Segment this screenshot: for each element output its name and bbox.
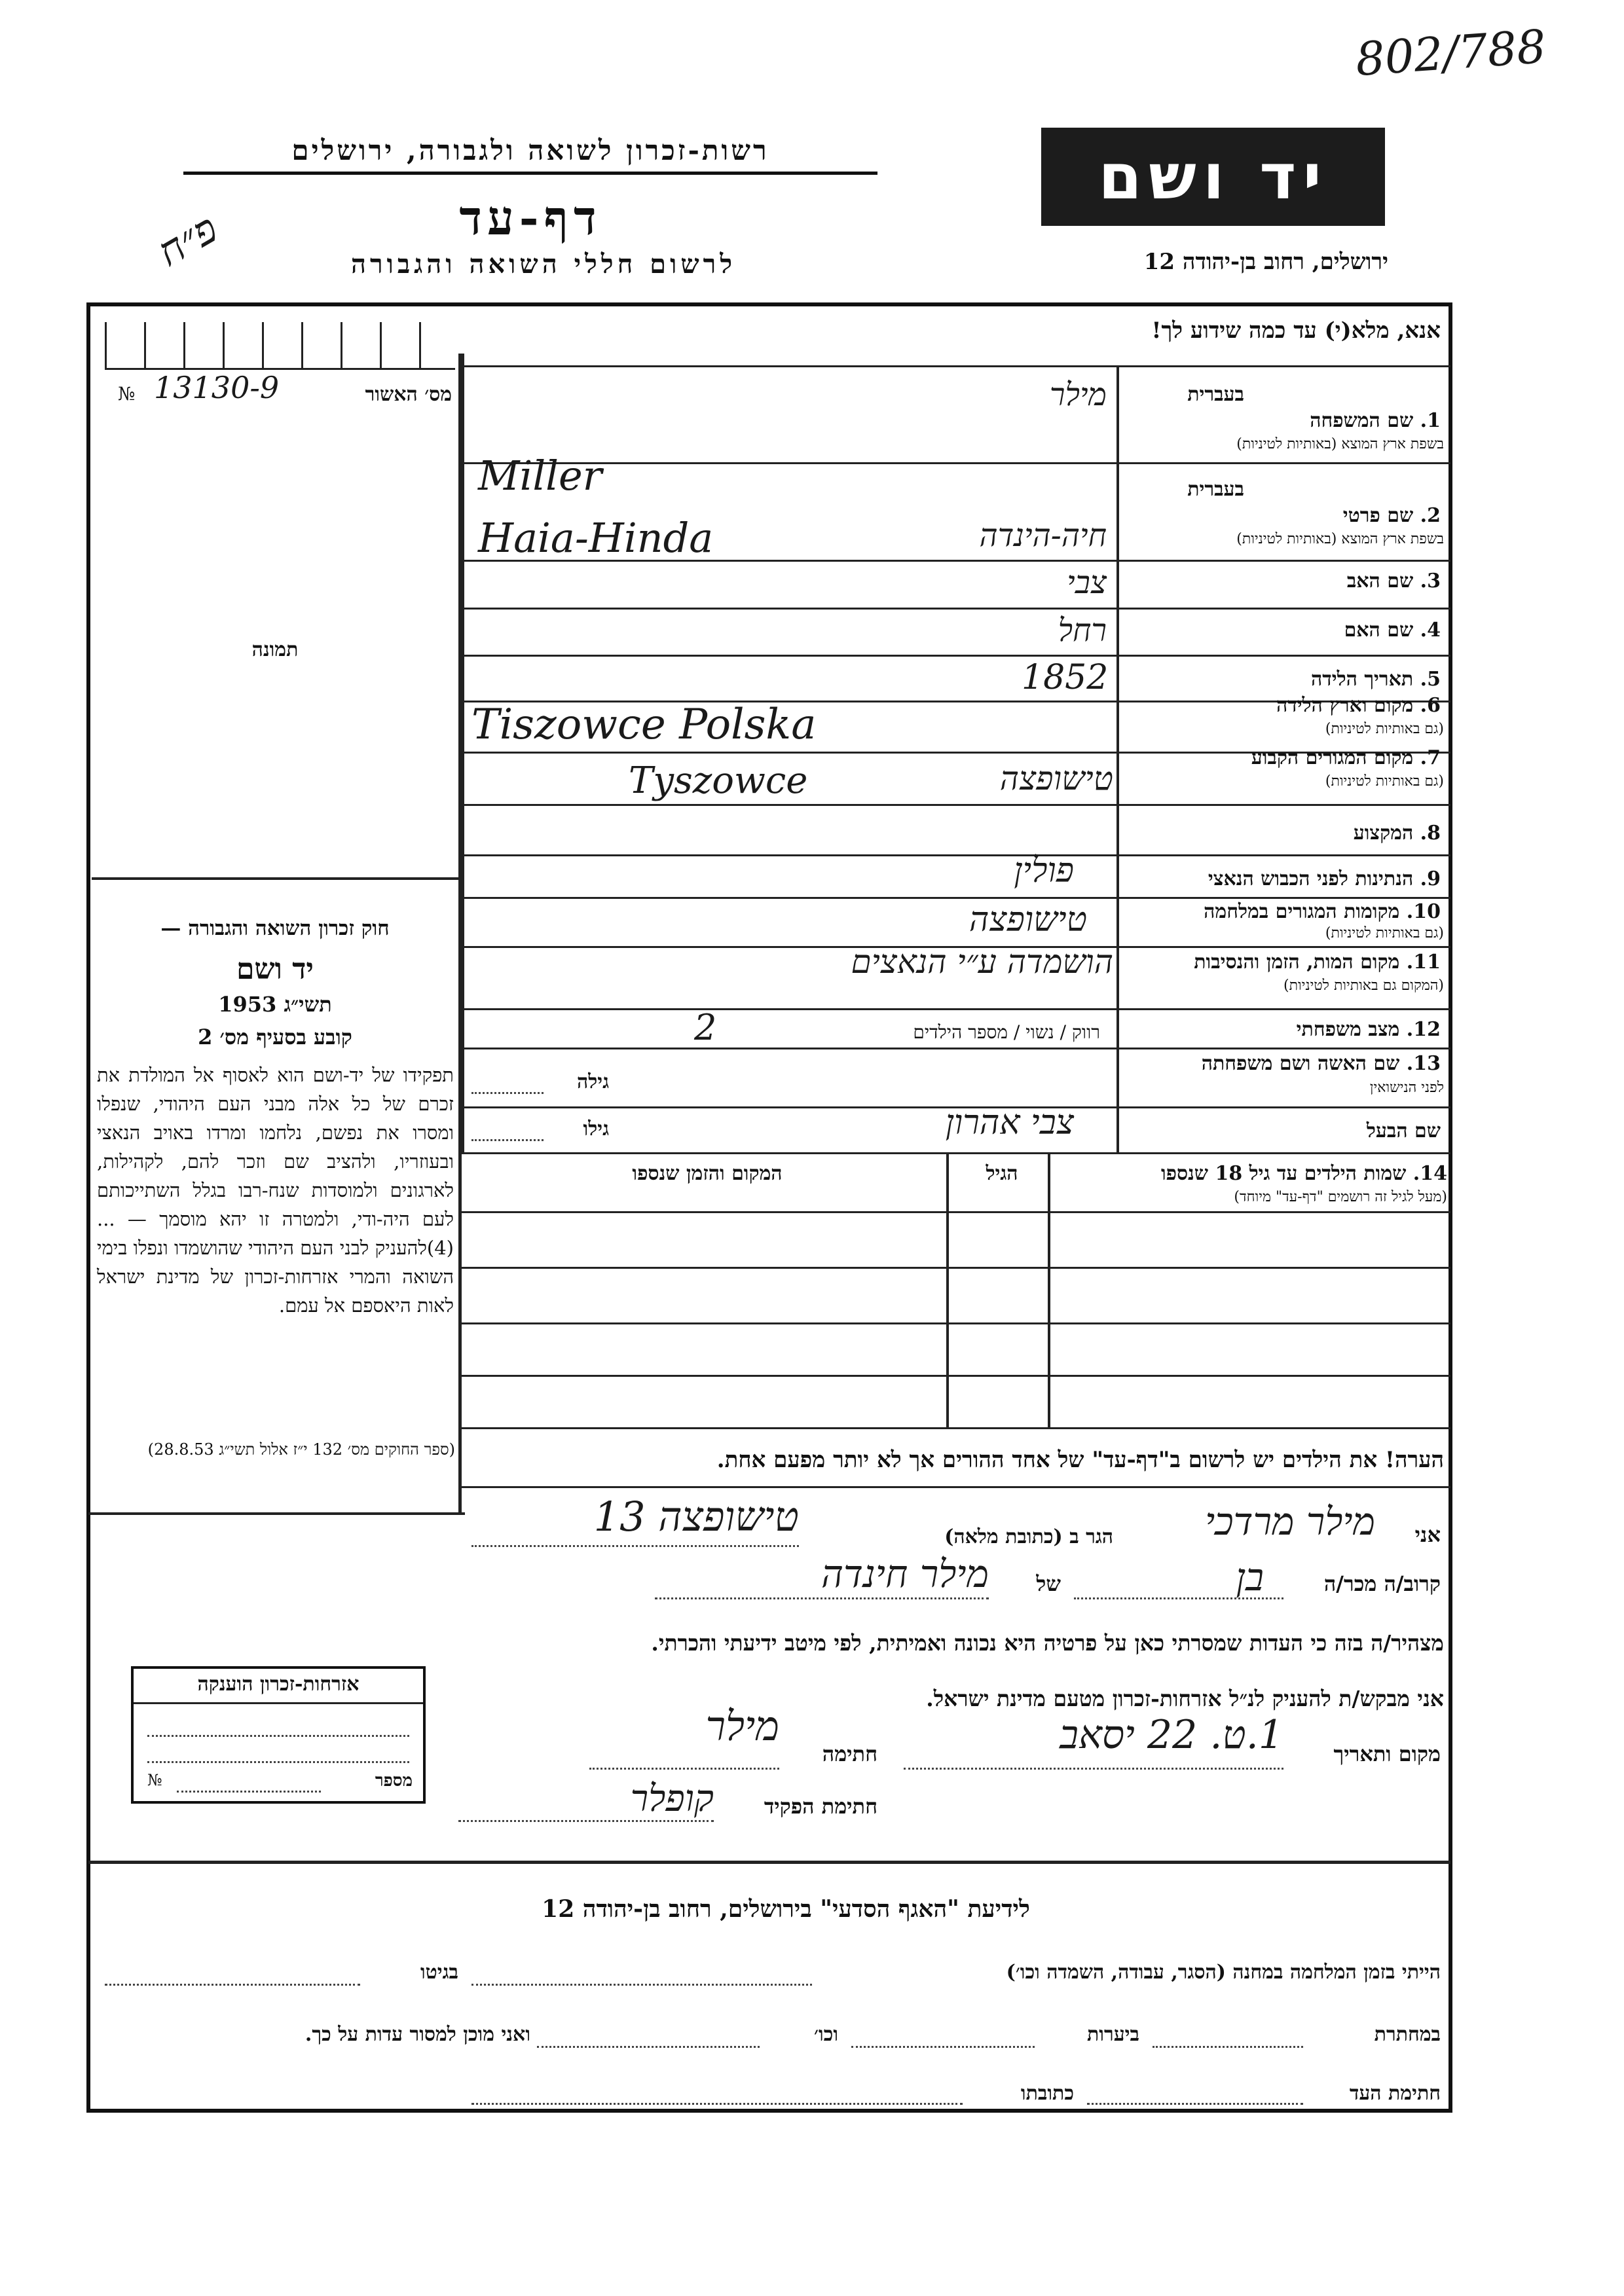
field-2-sub: בשפת ארץ המוצא (באותיות לטיניות): [1236, 531, 1444, 547]
field-11-value[interactable]: הושמדה ע״י הנאצים: [851, 943, 1113, 981]
field-10-sub: (גם באותיות לטיניות): [1325, 925, 1444, 941]
field-1-label: 1. שם המשפחה: [1310, 409, 1441, 432]
field-13-sub: לפני הנישואין: [1369, 1080, 1444, 1096]
authority-name: רשות-זכרון לשואה ולגבורה, ירושלים: [291, 134, 769, 166]
declarant-of: של: [1036, 1571, 1061, 1596]
field-12-options: רווק / נשוי / מספר הילדים: [913, 1021, 1100, 1043]
husband-value[interactable]: צבי אהרון: [945, 1103, 1074, 1142]
serial-number: 802/788: [1354, 19, 1548, 87]
info-camp: הייתי בזמן המלחמה במחנה (הסגר, עבודה, השמדה וכו׳): [1006, 1961, 1441, 1984]
field-1-value[interactable]: מילר: [1049, 376, 1107, 413]
info-etc: וכו׳: [814, 2023, 838, 2046]
field-3-label: 3. שם האב: [1346, 570, 1441, 592]
field-7-sub: (גם באותיות לטיניות): [1325, 773, 1444, 790]
place-date-label: מקום ותאריך: [1333, 1741, 1441, 1766]
field-1-lang: בעברית: [1187, 383, 1244, 406]
field-2-label: 2. שם פרטי: [1342, 504, 1441, 527]
field-9-value[interactable]: פולין: [1014, 851, 1074, 890]
info-ready: ואני מוכן למסור עדות על כך.: [304, 2023, 530, 2046]
field-4-label: 4. שם האם: [1344, 619, 1441, 642]
yad-vashem-logo: יד ושם: [1041, 128, 1385, 226]
field-2-value-latin[interactable]: Haia-Hinda: [478, 514, 714, 562]
field-2-value[interactable]: חיה-הינדה: [979, 517, 1107, 554]
declarant-relation[interactable]: בן: [1236, 1555, 1264, 1599]
field-7-value[interactable]: טישופצה: [999, 759, 1113, 797]
field-1-sub: בשפת ארץ המוצא (באותיות לטיניות): [1236, 436, 1444, 452]
info-ghetto: בגיטו: [420, 1961, 458, 1984]
children-note: הערה! את הילדים יש לרשום ב"דף-עד" של אחד ההורים אך לא יותר מפעם אחת.: [716, 1447, 1444, 1473]
field-12-label: 12. מצב משפחתי: [1296, 1018, 1441, 1041]
request-text: אני מבקש/ת להעניק לנ״ל אזרחות-זכרון מטעם מדינת ישראל.: [926, 1686, 1444, 1711]
field-2-lang: בעברית: [1187, 478, 1244, 501]
law-year: תשי״ג 1953: [218, 992, 332, 1017]
children-sub: (מעל לגיל זה רושמים "דף-עד" מיוחד): [1234, 1189, 1447, 1205]
approval-label: מס׳ האשור: [365, 383, 452, 406]
place-date-value[interactable]: 1.ט. 22 יסאב: [1060, 1712, 1283, 1758]
info-address: כתובתו: [1020, 2082, 1074, 2105]
field-5-label: 5. תאריך הלידה: [1311, 668, 1441, 691]
field-1-value-latin[interactable]: Miller: [478, 452, 602, 500]
form-subtitle: לרשום חללי השואה והגבורה: [350, 249, 737, 280]
field-4-value[interactable]: רחל: [1058, 612, 1107, 649]
info-title: לידיעת "האגף הסדעי" בירושלים, רחוב בן-יהודה 12: [542, 1895, 1030, 1923]
officer-signature[interactable]: קופלר: [630, 1777, 714, 1820]
form-title: דף-עד: [459, 190, 602, 246]
field-10-label: 10. מקומות המגורים במלחמה: [1204, 900, 1441, 923]
law-ref: (ספר החוקים מס׳ 132 י״ז אלול תשי״ג 28.8.53): [147, 1440, 455, 1459]
intro-text: אנא, מלא(י) עד כמה שידוע לך!: [1151, 318, 1441, 344]
husband-age-label: גילו: [583, 1118, 609, 1140]
law-text: תפקידו של יד-ושם הוא לאסוף אל המולדת את זכרם של כל אלה מבני העם היהודי, שנפלו ומסרו את נפשם, נלחמו ומרדו באויב הנאצי ובעוזריו, ולהציב שם וזכר להם, לקהילות, לארגונים ולמוסדות שנח-רבו בגלל השתייכותם לעם היה-ודי, ולמטרה זו יהא מוסמך — ...(4)להעניק לבני העם היהודי שהושמדו ונפלו בימי השואה והמרי אזרחות-זכרון של מדינת ישראל לאות היאספם אל עמם.: [97, 1064, 454, 1317]
field-13-label: 13. שם האשה ושם משפחתה: [1201, 1052, 1441, 1075]
officer-label: חתימת הפקיד: [764, 1794, 877, 1819]
law-clause: קובע בסעיף מס׳ 2: [198, 1025, 352, 1049]
approval-value: 13130-9: [154, 370, 280, 405]
declaration-text: מצהיר/ה בזה כי העדות שמסרתי כאן על פרטיה היא נכונה ואמיתית, לפי מיטב ידיעתי והכרתי.: [651, 1630, 1444, 1656]
field-7-label: 7. מקום המגורים הקבוע: [1251, 746, 1441, 769]
children-age-header: הגיל: [986, 1162, 1018, 1185]
signature[interactable]: מילר: [705, 1702, 779, 1750]
declarant-name[interactable]: מילר מרדכי: [1204, 1499, 1375, 1544]
field-6-label: 6. מקום וארץ הלידה: [1276, 694, 1441, 717]
field-11-label: 11. מקום המות, הזמן והנסיבות: [1194, 951, 1441, 974]
field-6-sub: (גם באותיות לטיניות): [1325, 721, 1444, 737]
field-3-value[interactable]: צבי: [1067, 564, 1107, 601]
field-10-value[interactable]: טישופצה: [969, 900, 1087, 939]
field-8-label: 8. המקצוע: [1353, 822, 1441, 845]
approval-symbol: №: [118, 383, 136, 405]
husband-label: שם הבעל: [1366, 1120, 1441, 1142]
declarant-of-name[interactable]: מילר חינדה: [821, 1552, 989, 1596]
info-underground: במחתרת: [1374, 2023, 1441, 2046]
field-5-value[interactable]: 1852: [1022, 658, 1109, 697]
citizenship-symbol: №: [147, 1771, 162, 1789]
law-title: חוק זכרון השואה והגבורה —: [160, 917, 390, 940]
signature-label: חתימה: [822, 1741, 877, 1766]
field-7-value-latin[interactable]: Tyszowce: [629, 759, 808, 802]
tick-row: [105, 322, 455, 370]
declarant-ani: אני: [1414, 1522, 1441, 1547]
field-11-sub: (המקום גם באותיות לטיניות): [1283, 977, 1444, 994]
field-13-age-label: גילה: [576, 1070, 609, 1093]
children-place-header: המקום והזמן שנספו: [632, 1162, 783, 1185]
children-label: 14. שמות הילדים עד גיל 18 שנספו: [1160, 1162, 1447, 1185]
field-12-value[interactable]: 2: [694, 1007, 717, 1048]
address: ירושלים, רחוב בן-יהודה 12: [1143, 249, 1388, 275]
info-forests: ביערות: [1086, 2023, 1139, 2046]
law-name: יד ושם: [236, 953, 314, 986]
citizenship-title: אזרחות-זכרון הוענקה: [197, 1673, 360, 1696]
field-6-value-latin[interactable]: Tiszowce Polska: [471, 701, 817, 749]
declarant-lives-at: הגר ב (כתובת מלאה): [944, 1525, 1113, 1548]
corner-note: פ״ח: [149, 204, 226, 276]
photo-label: תמונה: [251, 638, 299, 661]
field-9-label: 9. הנתינות לפני הכבוש הנאצי: [1208, 867, 1441, 890]
citizenship-number-label: מספר: [375, 1771, 413, 1791]
declarant-address[interactable]: טישופצה 13: [593, 1493, 799, 1540]
declarant-relative: קרוב/ה מכר/ה: [1323, 1571, 1441, 1596]
info-witness-sig: חתימת העד: [1349, 2082, 1441, 2105]
